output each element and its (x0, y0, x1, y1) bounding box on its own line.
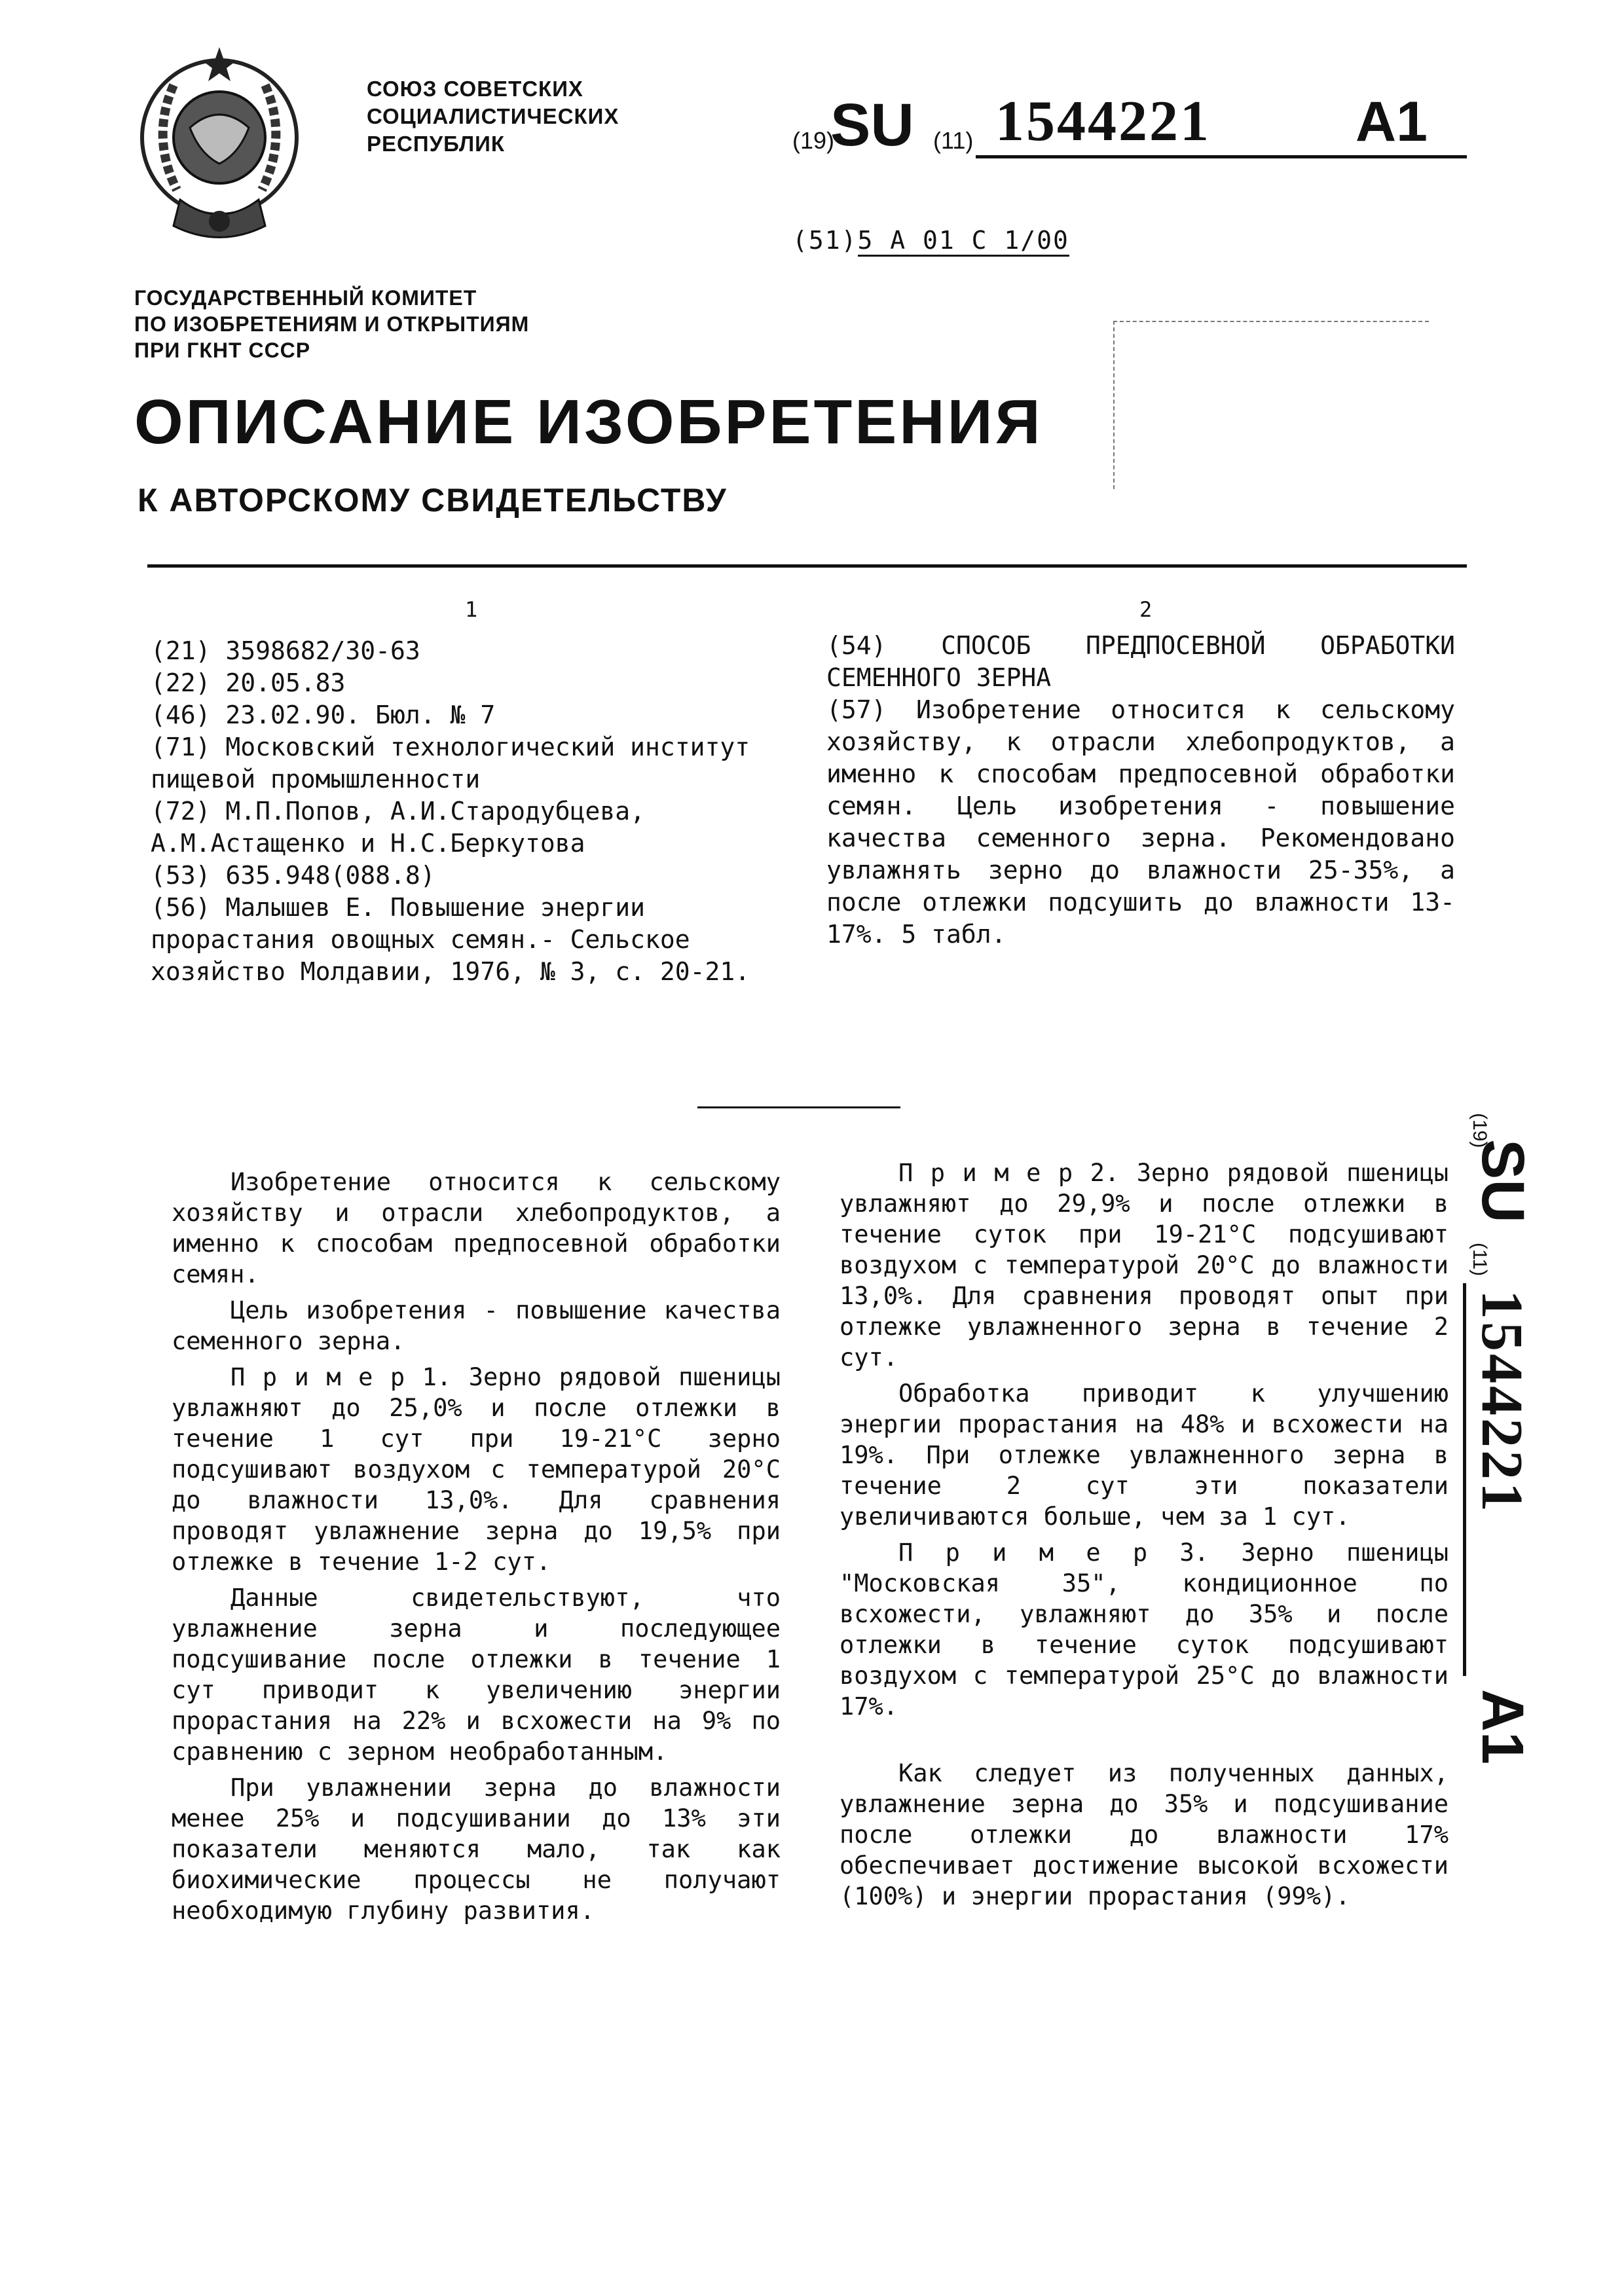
document-title: ОПИСАНИЕ ИЗОБРЕТЕНИЯ (134, 387, 1043, 457)
section-divider (697, 1106, 900, 1108)
biblio-entry: (72) М.П.Попов, А.И.Стародубцева, А.М.Астащенко и Н.С.Беркутова (151, 797, 645, 858)
side-number-underline (1463, 1283, 1466, 1676)
paragraph: П р и м е р 3. Зерно пшеницы "Московская 35", кондиционное по всхожести, увлажняют до 35% и после отлежки в течение суток подсушивают воздухом с температурой 25°С до влажности 17%. (840, 1539, 1449, 1721)
state-committee (134, 285, 529, 363)
library-stamp (1113, 321, 1429, 489)
conclusion (840, 1758, 1449, 1912)
side-country-code: SU (1469, 1139, 1536, 1223)
paragraph: П р и м е р 2. Зерно рядовой пшеницы увлажняют до 29,9% и после отлежки в течение суток при 19-21°С подсушивают воздухом с температурой 20°С до влажности 13,0%. Для сравнения проводят опыт при отлежке увлажненного зерна в течение 2 сут. (840, 1159, 1449, 1372)
side-patent-number: 1544221 (1469, 1290, 1534, 1514)
side-code-11: (11) (1469, 1243, 1490, 1277)
side-kind-code: A1 (1469, 1689, 1535, 1765)
union-name (367, 75, 619, 158)
paragraph: П р и м е р 1. Зерно рядовой пшеницы увлажняют до 25,0% и после отлежки в течение 1 сут при 19-21°С зерно подсушивают воздухом с температурой 20°С до влажности 13,0%. Для сравнения проводят увлажнение зерна до 19,5% при отлежке в течение 1-2 сут. (172, 1363, 781, 1576)
side-publication-number (1459, 1113, 1551, 1794)
ipc-prefix: (51) (792, 226, 858, 255)
biblio-entry: (53) 635.948(088.8) (151, 861, 435, 890)
union-line: СОЦИАЛИСТИЧЕСКИХ (367, 104, 619, 128)
document-subtitle: К АВТОРСКОМУ СВИДЕТЕЛЬСТВУ (138, 482, 728, 519)
ipc-class: 5 А 01 С 1/00 (858, 226, 1069, 257)
paragraph: Данные свидетельствуют, что увлажнение зерна и последующее подсушивание после отлежки в течение 1 сут приводит к увеличению энергии прорастания на 22% и всхожести на 9% по сравнению с зерном необработанным. (172, 1584, 781, 1766)
number-underline (976, 155, 1467, 158)
side-code-19: (19) (1469, 1113, 1490, 1148)
abstract (826, 630, 1455, 951)
biblio-entry: (21) 3598682/30-63 (151, 636, 420, 665)
paragraph: Цель изобретения - повышение качества семенного зерна. (172, 1296, 781, 1355)
paragraph: Обработка приводит к улучшению энергии прорастания на 48% и всхожести на 19%. При отлежке увлажненного зерна в течение 2 сут эти показатели увеличиваются больше, чем за 1 сут. (840, 1379, 1449, 1531)
code-11: (11) (933, 127, 974, 154)
column-number-left: 1 (465, 597, 478, 622)
paragraph: При увлажнении зерна до влажности менее 25% и подсушивании до 13% эти показатели меняются мало, так как биохимические процессы не получают необходимую глубину развития. (172, 1774, 781, 1925)
publication-number (792, 90, 1467, 164)
description-right-column (840, 1157, 1449, 1722)
paragraph: Как следует из полученных данных, увлажнение зерна до 35% и подсушивание после отлежки до влажности 17% обеспечивает достижение высокой всхожести (100%) и энергии прорастания (99%). (840, 1759, 1449, 1910)
union-line: РЕСПУБЛИК (367, 132, 506, 156)
committee-line: ПО ИЗОБРЕТЕНИЯМ И ОТКРЫТИЯМ (134, 312, 530, 336)
bibliographic-data (151, 635, 819, 988)
abstract-text: (57) Изобретение относится к сельскому хозяйству, к отрасли хлебопродуктов, а именно к способам предпосевной обработки семян. Цель изобретения - повышение качества семенного зерна. Рекомендовано увлажнять зерно до влажности 25-35%, а после отлежки подсушить до влажности 13-17%. 5 табл. (826, 695, 1455, 949)
abstract-title: (54) СПОСОБ ПРЕДПОСЕВНОЙ ОБРАБОТКИ СЕМЕННОГО ЗЕРНА (826, 631, 1455, 692)
header-divider (147, 564, 1467, 568)
patent-number: 1544221 (995, 90, 1211, 153)
biblio-entry: (46) 23.02.90. Бюл. № 7 (151, 701, 496, 729)
biblio-entry: (56) Малышев Е. Повышение энергии прорастания овощных семян.- Сельское хозяйство Молдавии, 1976, № 3, с. 20-21. (151, 893, 750, 986)
state-emblem-icon (124, 39, 314, 255)
committee-line: ГОСУДАРСТВЕННЫЙ КОМИТЕТ (134, 286, 477, 310)
biblio-entry: (71) Московский технологический институт пищевой промышленности (151, 733, 750, 793)
biblio-entry: (22) 20.05.83 (151, 668, 346, 697)
paragraph: Изобретение относится к сельскому хозяйству и отрасли хлебопродуктов, а именно к способам предпосевной обработки семян. (172, 1168, 781, 1288)
code-19: (19) (792, 127, 835, 154)
kind-code: A1 (1356, 90, 1428, 153)
union-line: СОЮЗ СОВЕТСКИХ (367, 77, 583, 101)
committee-line: ПРИ ГКНТ СССР (134, 338, 311, 362)
description-left-column (172, 1167, 781, 1926)
column-number-right: 2 (1139, 597, 1153, 622)
ipc-classification (792, 226, 1069, 255)
country-code: SU (830, 92, 914, 158)
